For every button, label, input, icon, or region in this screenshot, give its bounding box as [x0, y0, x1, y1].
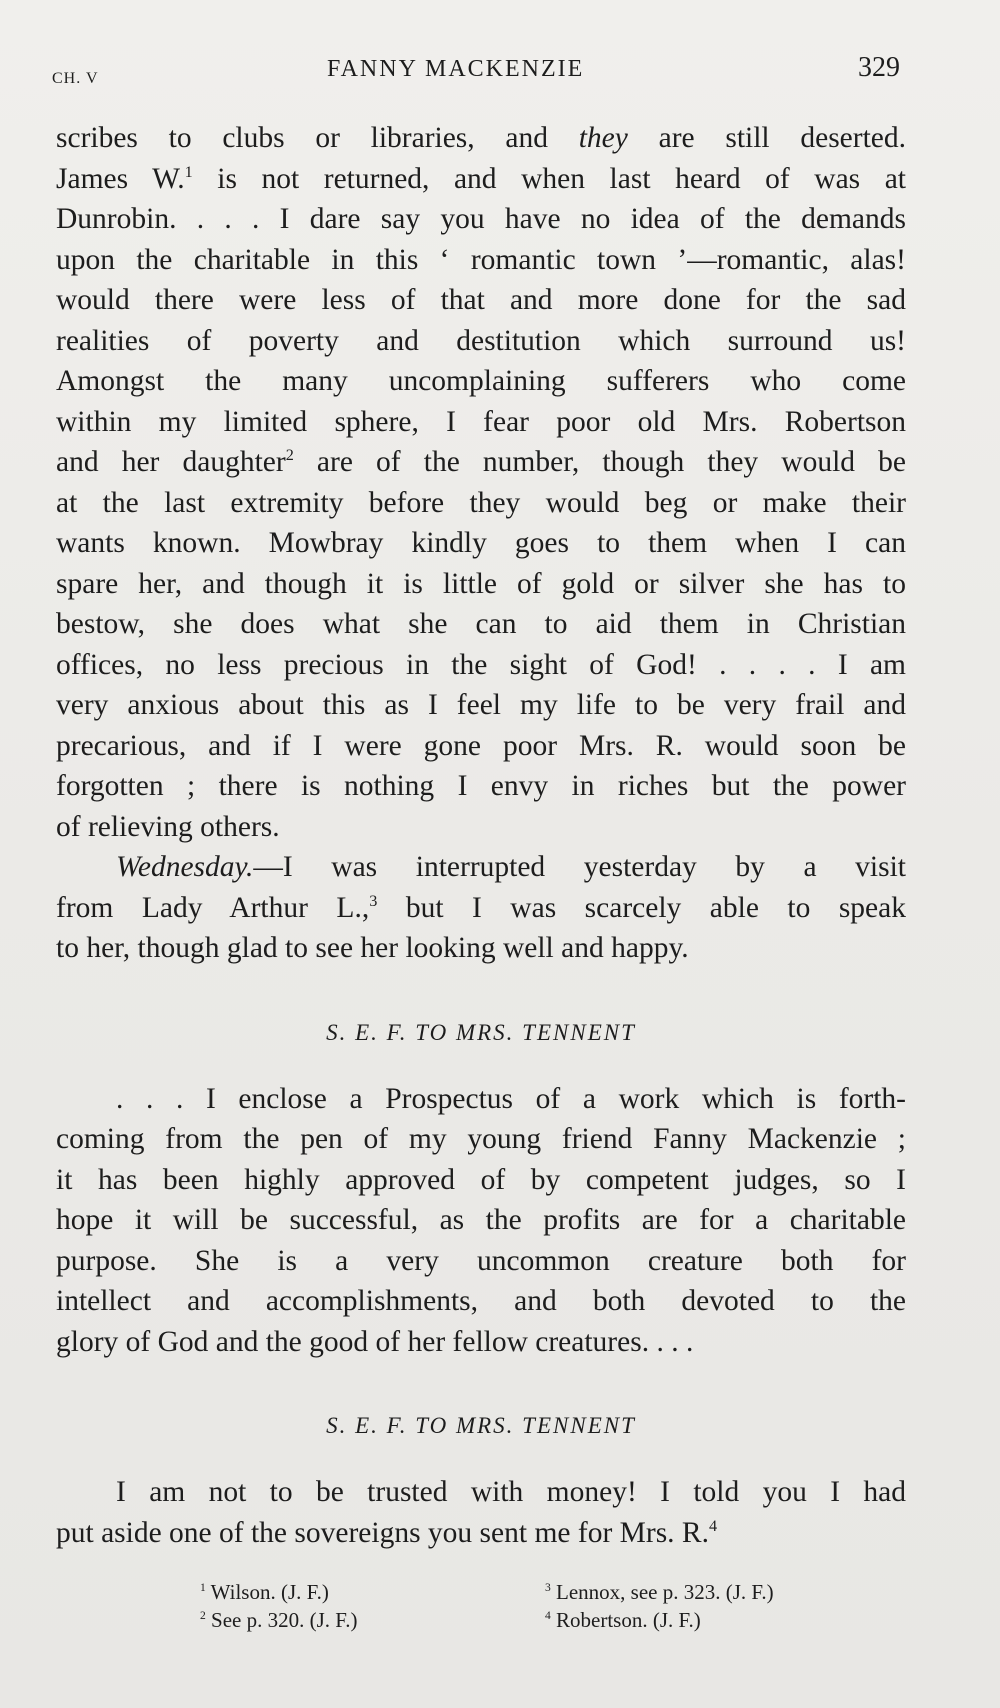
text-run: James W.: [56, 162, 185, 195]
footnote-column: [545, 1578, 774, 1634]
text-line: coming from the pen of my young friend Fanny Mackenzie ;: [56, 1123, 906, 1155]
running-head: [52, 52, 900, 92]
text-line: intellect and accomplishments, and both devoted to the: [56, 1285, 906, 1317]
paragraph-letter-money: [56, 1472, 906, 1553]
footnote-mark: 2: [200, 1610, 206, 1622]
footnote-mark: 4: [545, 1610, 551, 1622]
text-run: —I was interrupted yesterday by a visit: [253, 851, 906, 883]
footnote-text: Robertson. (J. F.): [556, 1608, 701, 1632]
footnote: [545, 1578, 774, 1606]
text-run: but I was scarcely able to speak: [377, 891, 906, 924]
footnote-text: See p. 320. (J. F.): [211, 1608, 358, 1632]
footnote-mark: 3: [545, 1582, 551, 1594]
paragraph-letter-continuation: [56, 118, 906, 847]
footnote-text: Wilson. (J. F.): [210, 1580, 329, 1604]
text-line: it has been highly approved of by competent judges, so I: [56, 1163, 906, 1196]
text-run: from Lady Arthur L.,: [56, 891, 370, 924]
text-run: is not returned, and when last heard of was at: [192, 162, 906, 195]
letter-heading: S. E. F. TO MRS. TENNENT: [326, 1413, 636, 1438]
text-line: [56, 159, 906, 200]
text-line: offices, no less precious in the sight of God! . . . . I am: [56, 648, 906, 681]
chapter-label: CH. V: [52, 70, 99, 87]
text-line: at the last extremity before they would beg or make their: [56, 486, 906, 519]
text-line: [56, 847, 906, 888]
text-line: glory of God and the good of her fellow creatures. . . .: [56, 1325, 694, 1358]
text-line: Dunrobin. . . . I dare say you have no idea of the demands: [56, 203, 906, 235]
footnote: [200, 1578, 358, 1606]
text-run: and her daughter: [56, 446, 286, 478]
footnote-column: [200, 1578, 358, 1634]
text-line: forgotten ; there is nothing I envy in riches but the power: [56, 770, 906, 802]
text-line: very anxious about this as I feel my life to be very frail and: [56, 689, 906, 721]
text-line: [56, 442, 906, 483]
paragraph-letter-prospectus: [56, 1079, 906, 1363]
footnote: [545, 1606, 774, 1634]
footnote-mark: 1: [200, 1582, 206, 1594]
text-run: are of the number, though they would be: [293, 446, 906, 478]
paragraph-wednesday: [56, 847, 906, 969]
text-line: upon the charitable in this ‘ romantic town ’—romantic, alas!: [56, 243, 906, 276]
text-line: hope it will be successful, as the profits are for a charitable: [56, 1204, 906, 1236]
footnote-ref: 3: [369, 891, 378, 910]
text-line: Amongst the many uncomplaining sufferers who come: [56, 365, 906, 397]
page-body: [56, 118, 906, 1553]
text-line: realities of poverty and destitution which surround us!: [56, 324, 906, 357]
footnote-text: Lennox, see p. 323. (J. F.): [556, 1580, 774, 1604]
text-line: I am not to be trusted with money! I told you I had: [116, 1476, 906, 1508]
text-line: [56, 1513, 906, 1554]
text-line: precarious, and if I were gone poor Mrs. R. would soon be: [56, 729, 906, 762]
footnote-ref: 1: [184, 162, 193, 181]
text-line: [56, 118, 906, 159]
footnote-ref: 4: [708, 1516, 718, 1535]
emphasis-text: Wednesday.: [116, 851, 254, 883]
text-line: [56, 888, 906, 929]
emphasis-text: they: [578, 122, 628, 154]
text-run: scribes to clubs or libraries, and: [56, 122, 579, 154]
text-line: would there were less of that and more done for the sad: [56, 284, 906, 316]
text-line: within my limited sphere, I fear poor old Mrs. Robertson: [56, 405, 906, 438]
text-line: spare her, and though it is little of gold or silver she has to: [56, 567, 906, 600]
text-line: to her, though glad to see her looking well and happy.: [56, 932, 689, 964]
text-line: of relieving others.: [56, 810, 280, 843]
text-line: . . . I enclose a Prospectus of a work which is forth-: [116, 1082, 906, 1115]
text-run: are still deserted.: [627, 122, 907, 154]
footnote-ref: 2: [285, 446, 294, 465]
running-title: FANNY MACKENZIE: [327, 56, 585, 82]
text-line: bestow, she does what she can to aid them in Christian: [56, 608, 906, 640]
footnote: [200, 1606, 358, 1634]
text-run: put aside one of the sovereigns you sent me for Mrs. R.: [56, 1516, 709, 1549]
text-line: purpose. She is a very uncommon creature both for: [56, 1244, 906, 1277]
text-line: wants known. Mowbray kindly goes to them when I can: [56, 527, 906, 559]
page-number: 329: [858, 52, 900, 83]
letter-heading: S. E. F. TO MRS. TENNENT: [326, 1019, 636, 1045]
